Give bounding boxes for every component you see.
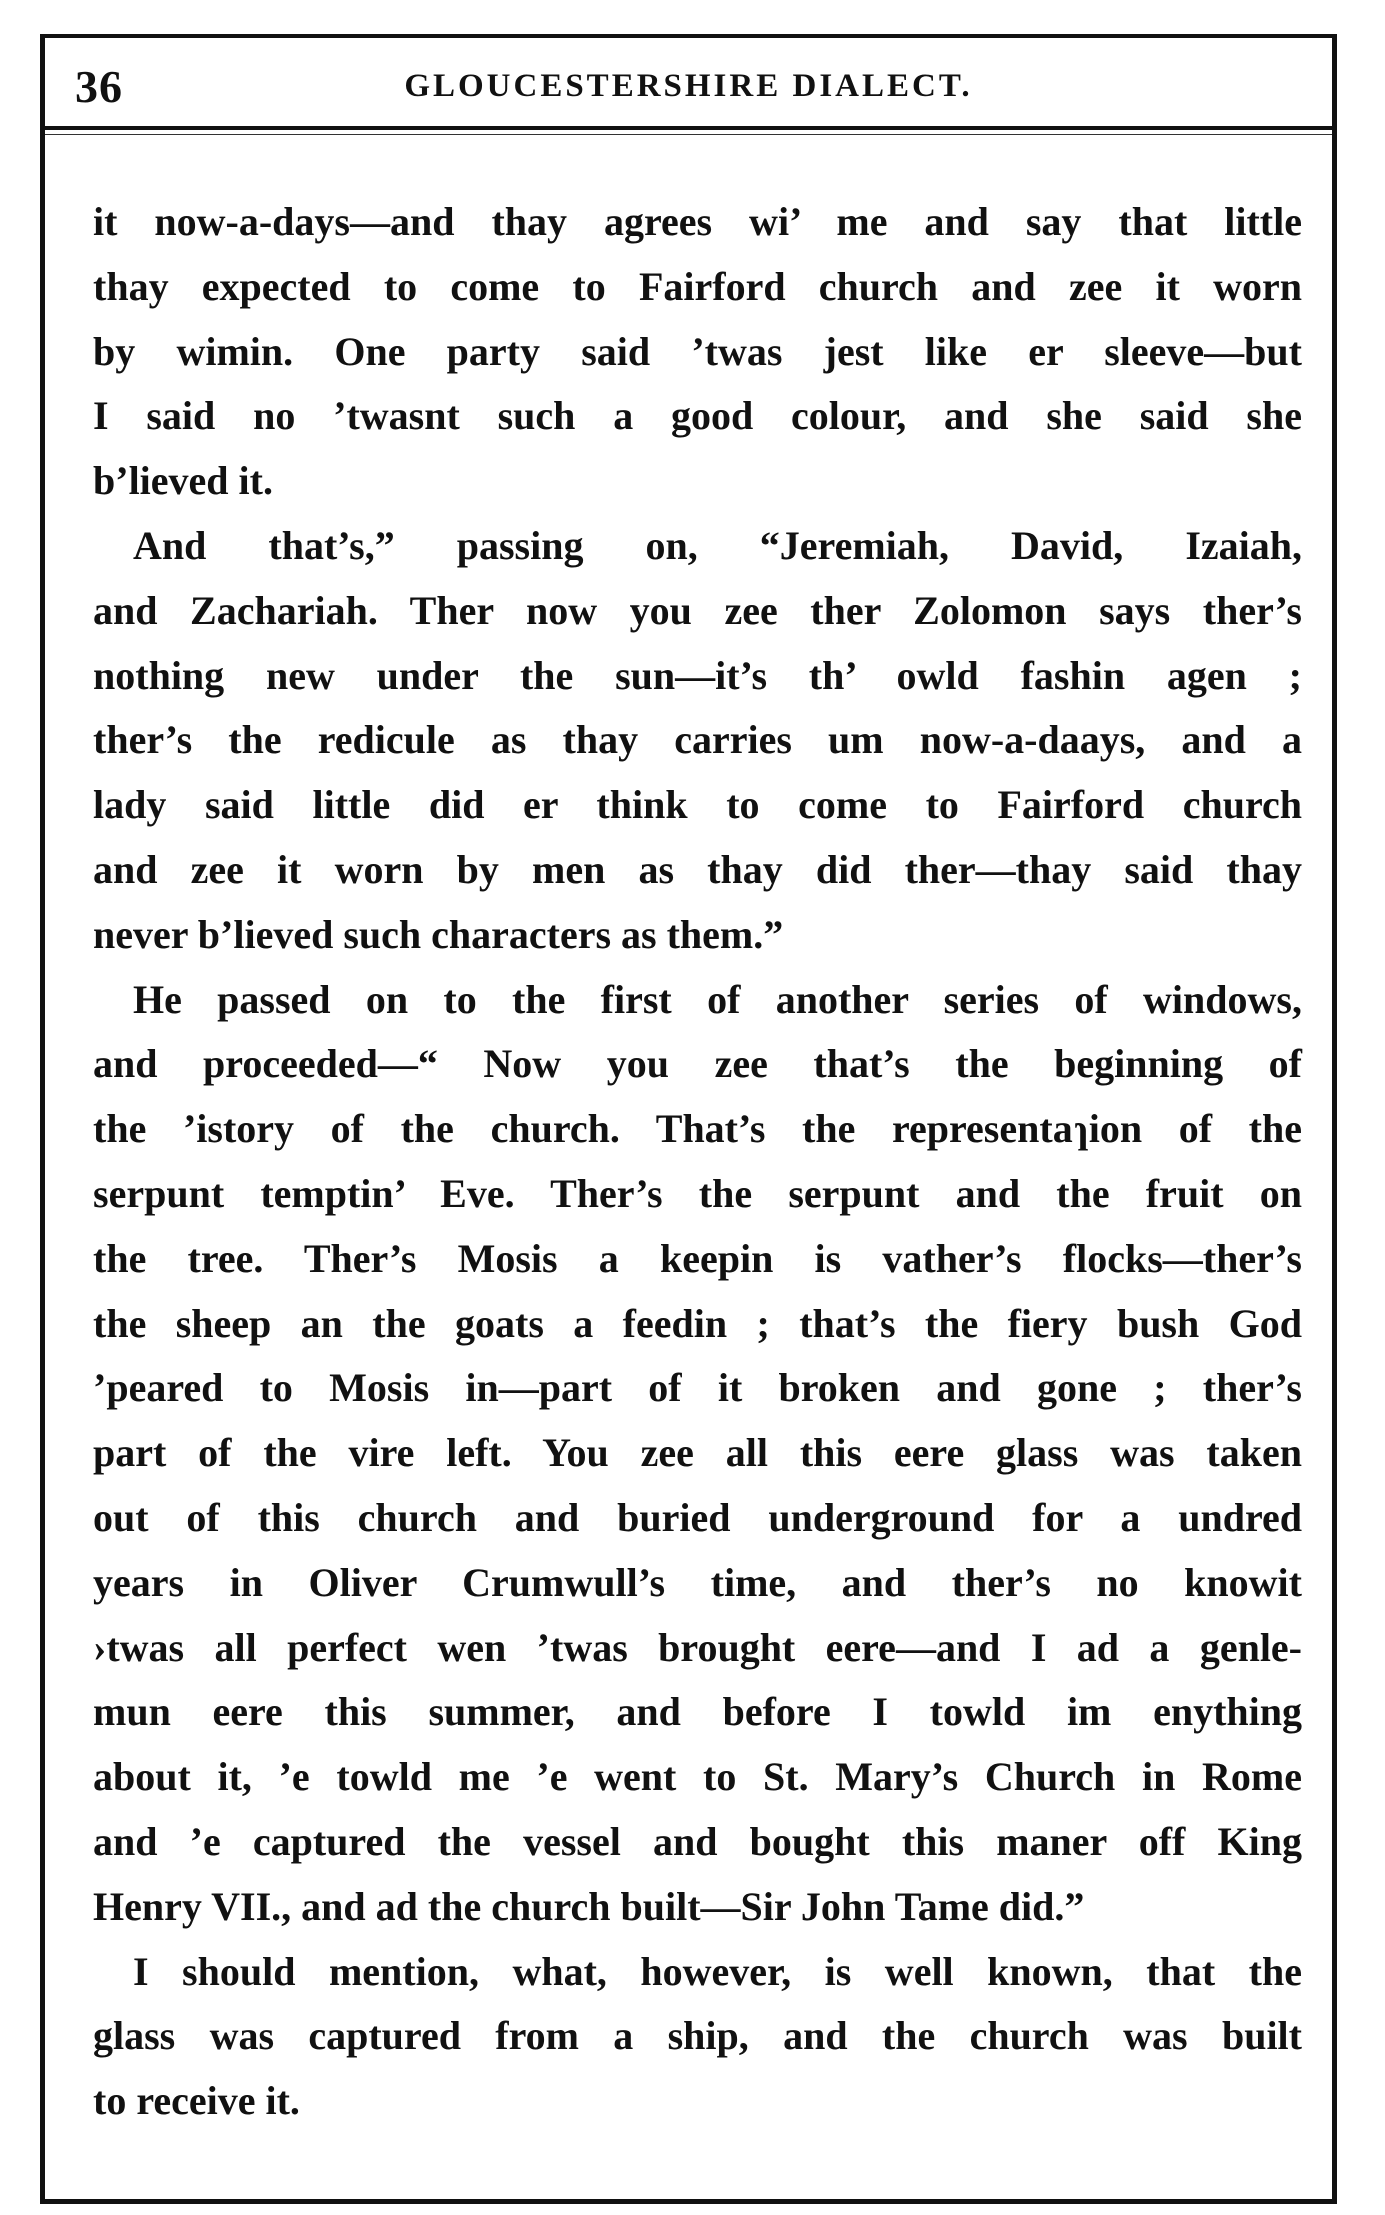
text-line: serpunt temptin’ Eve. Ther’s the serpunt and the fruit on bbox=[93, 1170, 1302, 1216]
text-line: about it, ’e towld me ’e went to St. Mary’s Church in Rome bbox=[93, 1754, 1302, 1800]
text-line: glass was captured from a ship, and the church was built bbox=[93, 2013, 1302, 2059]
paragraph bbox=[93, 968, 1302, 1940]
text-line: and ’e captured the vessel and bought this maner off King bbox=[93, 1818, 1302, 1864]
text-line: part of the vire left. You zee all this eere glass was taken bbox=[93, 1430, 1302, 1476]
text-line: I should mention, what, however, is well known, that the bbox=[133, 1948, 1302, 1994]
text-line: the sheep an the goats a feedin ; that’s the fiery bush God bbox=[93, 1300, 1302, 1346]
paragraph bbox=[93, 1940, 1302, 2134]
header-rule-thin bbox=[45, 134, 1332, 135]
text-line: ’peared to Mosis in—part of it broken and gone ; ther’s bbox=[93, 1365, 1302, 1411]
text-line: I said no ’twasnt such a good colour, and she said she bbox=[93, 393, 1302, 439]
text-line: never b’lieved such characters as them.” bbox=[93, 911, 784, 957]
running-title: GLOUCESTERSHIRE DIALECT. bbox=[404, 68, 973, 104]
text-line: ther’s the redicule as thay carries um now-a-daays, and a bbox=[93, 717, 1302, 763]
text-line: lady said little did er think to come to Fairford church bbox=[93, 782, 1302, 828]
text-line: the tree. Ther’s Mosis a keepin is vather’s flocks—ther’s bbox=[93, 1235, 1302, 1281]
text-line: the ’istory of the church. That’s the representaɿion of the bbox=[93, 1106, 1302, 1152]
text-line: it now-a-days—and thay agrees wi’ me and say that little bbox=[93, 199, 1302, 244]
text-line: and Zachariah. Ther now you zee ther Zolomon says ther’s bbox=[93, 587, 1302, 633]
text-line: mun eere this summer, and before I towld im enything bbox=[93, 1689, 1302, 1735]
text-line: And that’s,” passing on, “Jeremiah, David, Izaiah, bbox=[133, 522, 1302, 568]
page-frame bbox=[40, 34, 1337, 2204]
text-line: out of this church and buried underground for a undred bbox=[93, 1494, 1302, 1540]
text-line: by wimin. One party said ’twas jest like er sleeve—but bbox=[93, 328, 1302, 374]
header-rule bbox=[45, 126, 1332, 130]
page-header bbox=[45, 38, 1332, 138]
text-line: and zee it worn by men as thay did ther—thay said thay bbox=[93, 846, 1302, 892]
page-number: 36 bbox=[75, 61, 123, 112]
text-line: b’lieved it. bbox=[93, 458, 273, 504]
text-line: years in Oliver Crumwull’s time, and ther’s no knowit bbox=[93, 1559, 1302, 1605]
paragraph bbox=[93, 514, 1302, 968]
text-line: and proceeded—“ Now you zee that’s the beginning of bbox=[93, 1041, 1302, 1087]
text-line: He passed on to the first of another series of windows, bbox=[133, 976, 1302, 1022]
text-line: Henry VII., and ad the church built—Sir John Tame did.” bbox=[93, 1883, 1085, 1929]
text-line: to receive it. bbox=[93, 2078, 300, 2124]
paragraph bbox=[93, 190, 1302, 514]
text-line: nothing new under the sun—it’s th’ owld fashin agen ; bbox=[93, 652, 1302, 698]
body-text bbox=[93, 190, 1302, 2134]
text-line: ›twas all perfect wen ’twas brought eere—and I ad a genle- bbox=[93, 1624, 1302, 1670]
text-line: thay expected to come to Fairford church and zee it worn bbox=[93, 263, 1302, 309]
